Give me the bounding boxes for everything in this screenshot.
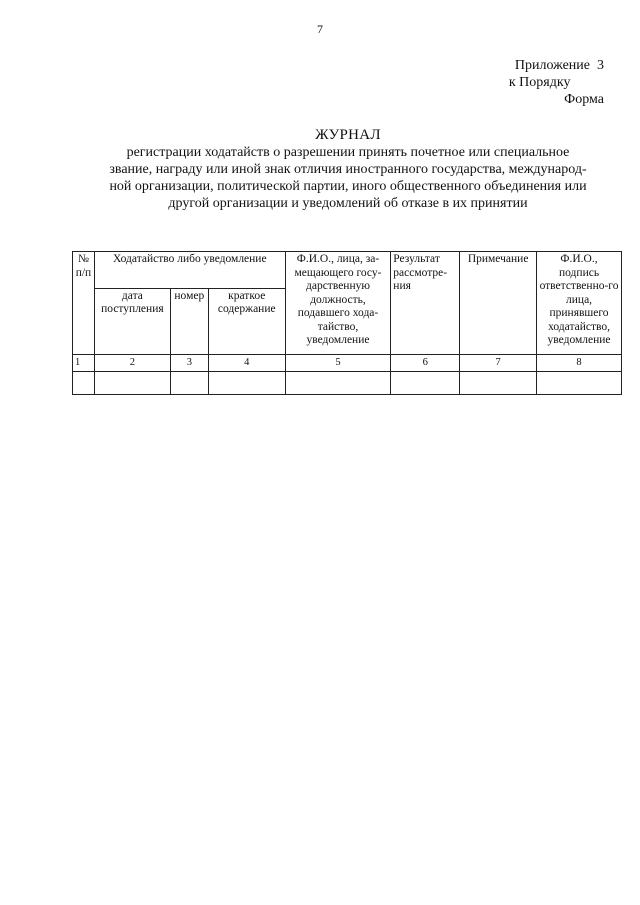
page-number: 7 <box>317 22 323 36</box>
table-header-row-1 <box>73 252 622 289</box>
document-heading: ЖУРНАЛ <box>315 127 381 143</box>
column-number: 7 <box>460 355 537 372</box>
appendix-line-1: Приложение 3 <box>514 58 604 73</box>
journal-table <box>72 251 622 395</box>
table-cell <box>170 371 208 394</box>
title-line-2: звание, награду или иной знак отличия иностранного государства, международ- <box>109 162 587 177</box>
column-number: 5 <box>285 355 391 372</box>
header-full-name: Ф.И.О., лица, за-мещающего госу-дарственную должность, подавшего хода-тайство, уведомление <box>285 252 391 355</box>
column-number: 2 <box>94 355 170 372</box>
header-result: Результат рассмотре-ния <box>391 252 460 355</box>
header-summary: краткое содержание <box>208 288 285 354</box>
column-number: 1 <box>73 355 95 372</box>
column-number: 8 <box>537 355 622 372</box>
table-cell <box>391 371 460 394</box>
table-cell <box>537 371 622 394</box>
appendix-line-3: Форма <box>564 92 604 107</box>
document-title-block <box>78 127 618 212</box>
header-petition-group: Ходатайство либо уведомление <box>94 252 285 289</box>
table-row <box>73 371 622 394</box>
header-reg-number: номер <box>170 288 208 354</box>
column-number: 4 <box>208 355 285 372</box>
title-line-3: ной организации, политической партии, иного общественного объединения или <box>109 179 587 194</box>
title-line-4: другой организации и уведомлений об отказе в их принятии <box>168 196 528 211</box>
table-cell <box>460 371 537 394</box>
header-number: № п/п <box>73 252 95 355</box>
table-cell <box>73 371 95 394</box>
appendix-block <box>508 57 604 108</box>
header-date: дата поступления <box>94 288 170 354</box>
table-cell <box>94 371 170 394</box>
header-note: Примечание <box>460 252 537 355</box>
column-number-row <box>73 355 622 372</box>
table-cell <box>208 371 285 394</box>
title-line-1: регистрации ходатайств о разрешении принять почетное или специальное <box>126 145 570 160</box>
column-number: 3 <box>170 355 208 372</box>
appendix-line-2: к Порядку <box>508 75 571 90</box>
header-responsible: Ф.И.О., подпись ответственно-го лица, принявшего ходатайство, уведомление <box>537 252 622 355</box>
column-number: 6 <box>391 355 460 372</box>
table-cell <box>285 371 391 394</box>
